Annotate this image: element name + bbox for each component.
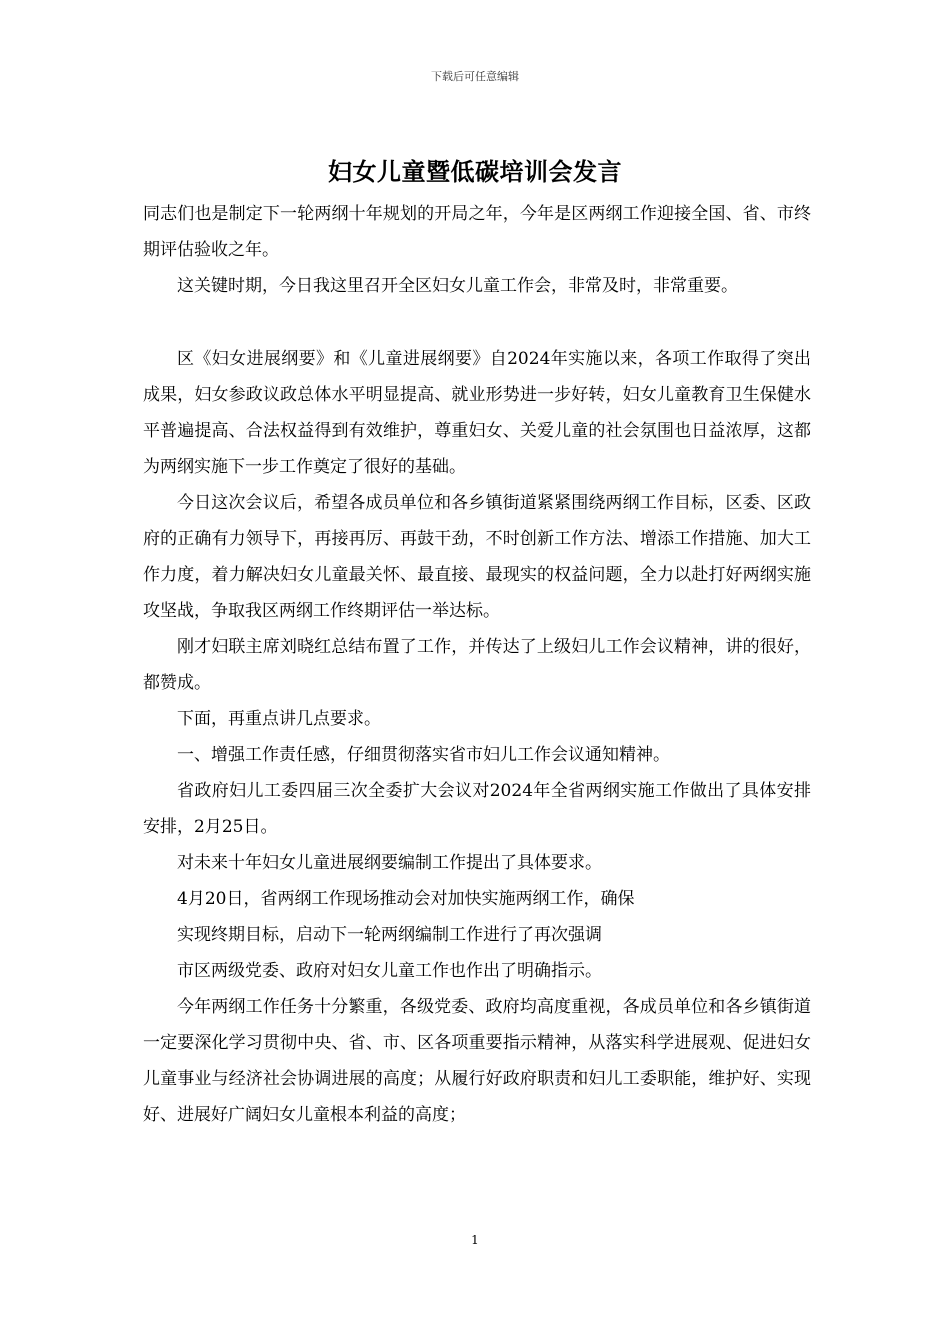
paragraph: 今年两纲工作任务十分繁重，各级党委、政府均高度重视，各成员单位和各乡镇街道一定要深化学习贯彻中央、省、市、区各项重要指示精神，从落实科学进展观、促进妇女儿童事业与经济社会协调进展的高度；从履行好政府职责和妇儿工委职能，维护好、实现好、进展好广阔妇女儿童根本利益的高度；	[143, 997, 811, 1125]
paragraph: 一、增强工作责任感，仔细贯彻落实省市妇儿工作会议通知精神。	[177, 745, 670, 765]
paragraph: 今日这次会议后，希望各成员单位和各乡镇街道紧紧围绕两纲工作目标，区委、区政府的正确有力领导下，再接再厉、再鼓干劲，不时创新工作方法、增添工作措施、加大工作力度，着力解决妇女儿童最关怀、最直接、最现实的权益问题，全力以赴打好两纲实施攻坚战，争取我区两纲工作终期评估一举达标。	[143, 493, 811, 621]
page-number: 1	[471, 1233, 479, 1247]
paragraph: 省政府妇儿工委四届三次全委扩大会议对2024年全省两纲实施工作做出了具体安排安排，2月25日。	[143, 781, 811, 837]
document-body	[143, 196, 811, 1133]
paragraph: 实现终期目标，启动下一轮两纲编制工作进行了再次强调	[177, 925, 602, 945]
paragraph: 区《妇女进展纲要》和《儿童进展纲要》自2024年实施以来，各项工作取得了突出成果，妇女参政议政总体水平明显提高、就业形势进一步好转，妇女儿童教育卫生保健水平普遍提高、合法权益得到有效维护，尊重妇女、关爱儿童的社会氛围也日益浓厚，这都为两纲实施下一步工作奠定了很好的基础。	[143, 349, 811, 477]
paragraph: 这关键时期，今日我这里召开全区妇女儿童工作会，非常及时，非常重要。	[177, 276, 738, 296]
header-note: 下载后可任意编辑	[431, 70, 519, 83]
paragraph-spacer	[143, 304, 811, 341]
paragraph: 市区两级党委、政府对妇女儿童工作也作出了明确指示。	[177, 961, 602, 981]
paragraph: 同志们也是制定下一轮两纲十年规划的开局之年，今年是区两纲工作迎接全国、省、市终期评估验收之年。	[143, 204, 811, 260]
document-title: 妇女儿童暨低碳培训会发言	[328, 157, 622, 186]
paragraph: 对未来十年妇女儿童进展纲要编制工作提出了具体要求。	[177, 853, 602, 873]
paragraph: 4月20日，省两纲工作现场推动会对加快实施两纲工作，确保	[177, 889, 635, 909]
paragraph: 刚才妇联主席刘晓红总结布置了工作，并传达了上级妇儿工作会议精神，讲的很好，都赞成。	[143, 637, 811, 693]
paragraph: 下面，再重点讲几点要求。	[177, 709, 381, 729]
